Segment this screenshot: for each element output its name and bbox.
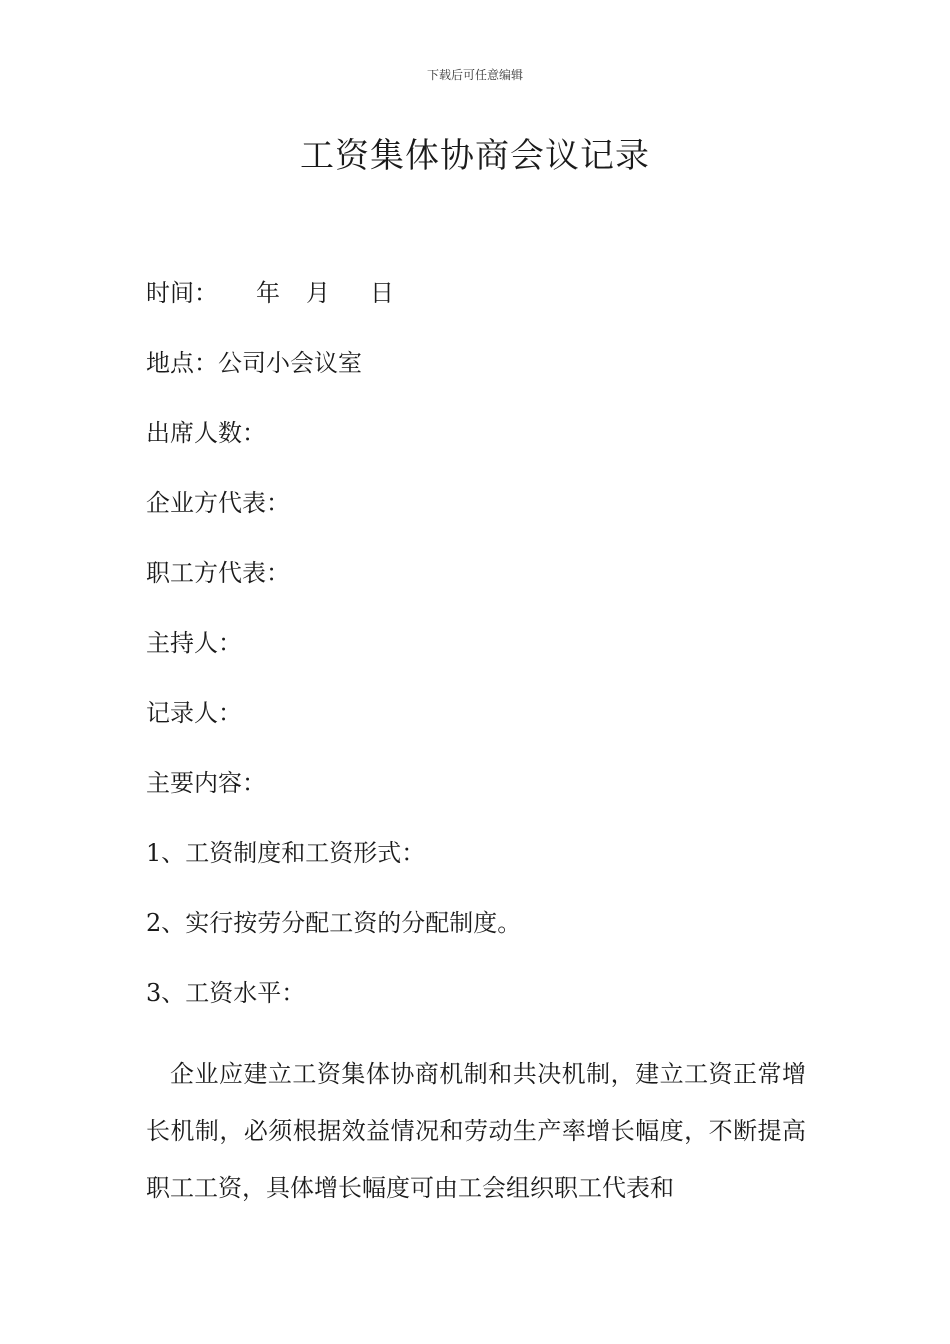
item-2-line: 2、实行按劳分配工资的分配制度。 (146, 909, 522, 937)
date-day: 日 (370, 279, 394, 307)
header-note: 下载后可任意编辑 (426, 68, 523, 82)
employer-rep-line: 企业方代表： (146, 489, 290, 517)
meeting-fields (146, 276, 806, 1046)
document-title: 工资集体协商会议记录 (300, 136, 650, 176)
recorder-line: 记录人： (146, 699, 242, 727)
date-label: 时间： (146, 279, 218, 307)
date-month: 月 (306, 279, 330, 307)
date-line (146, 276, 806, 346)
date-year: 年 (256, 279, 280, 307)
main-content-line: 主要内容： (146, 769, 266, 797)
item-3-line: 3、工资水平： (146, 979, 306, 1007)
employee-rep-line: 职工方代表： (146, 559, 290, 587)
body-paragraph: 企业应建立工资集体协商机制和共决机制，建立工资正常增长机制，必须根据效益情况和劳动生产率增长幅度，不断提高职工工资，具体增长幅度可由工会组织职工代表和 (146, 1060, 806, 1202)
item-1-line: 1、工资制度和工资形式： (146, 839, 426, 867)
location-line: 地点：公司小会议室 (146, 349, 362, 377)
host-line: 主持人： (146, 629, 242, 657)
attendance-line: 出席人数： (146, 419, 266, 447)
